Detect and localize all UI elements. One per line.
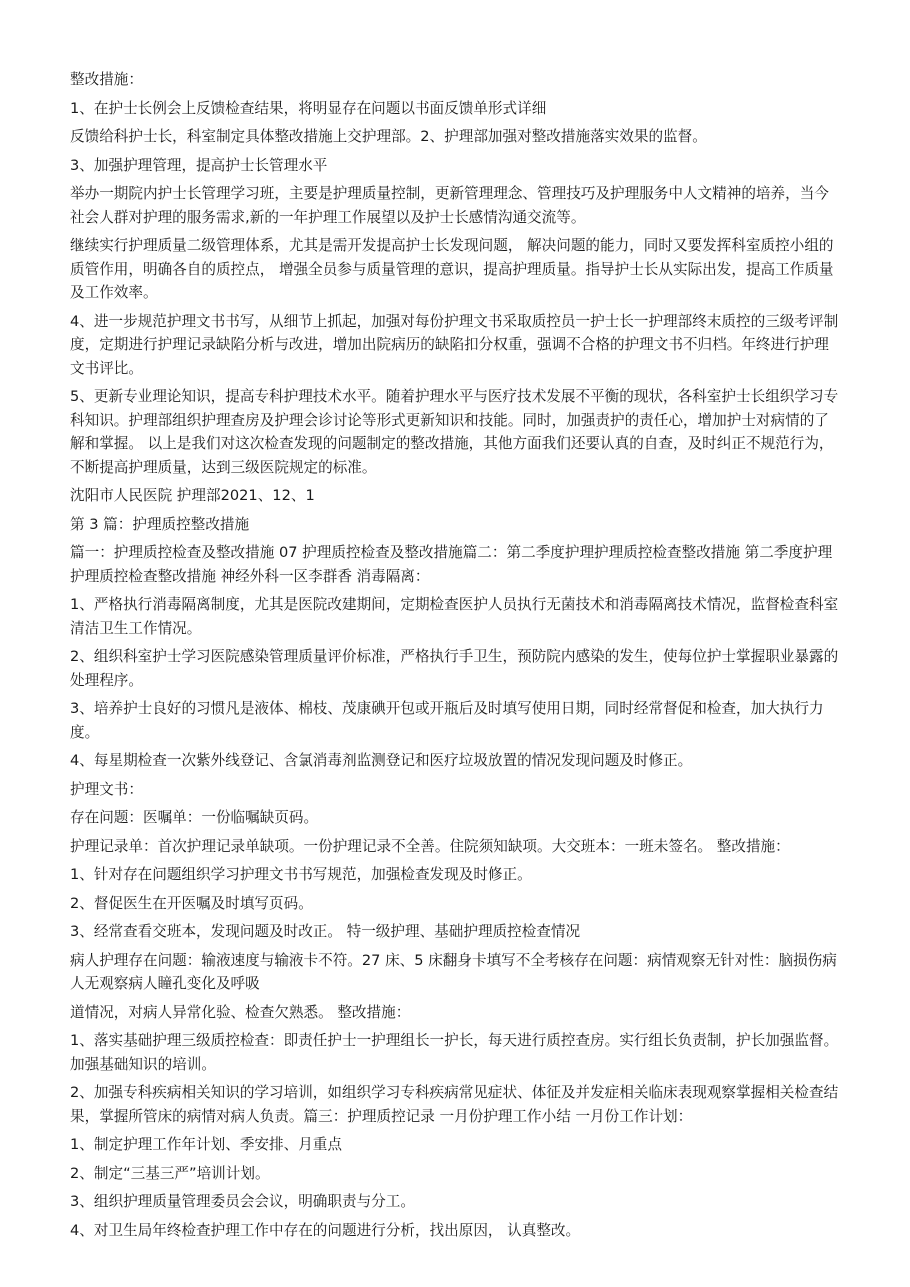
paragraph: 护理文书： — [70, 780, 143, 798]
paragraph: 1、严格执行消毒隔离制度，尤其是医院改建期间，定期检查医护人员执行无菌技术和消毒隔离技术情况，监督检查科室清洁卫生工作情况。 — [70, 596, 839, 637]
paragraph: 5、更新专业理论知识，提高专科护理技术水平。随着护理水平与医疗技术发展不平衡的现状，各科室护士长组织学习专科知识。护理部组织护理查房及护理会诊讨论等形式更新知识和技能。同时，加强责护的责任心，增加护士对病情的了解和掌握。 以上是我们对这次检查发现的问题制定的整改措施，其他方面我们还要认真的自查，及时纠正不规范行为，不断提高护理质量，达到三级医院规定的标准。 — [70, 388, 839, 476]
paragraph: 4、对卫生局年终检查护理工作中存在的问题进行分析，找出原因， 认真整改。 — [70, 1221, 581, 1239]
paragraph: 整改措施： — [70, 71, 143, 88]
paragraph: 2、制定“三基三严”培训计划。 — [70, 1164, 270, 1182]
paragraph: 3、培养护士良好的习惯凡是液体、棉枝、茂康碘开包或开瓶后及时填写使用日期，同时经常督促和检查，加大执行力度。 — [70, 700, 824, 741]
paragraph: 1、针对存在问题组织学习护理文书书写规范，加强检查发现及时修正。 — [70, 866, 532, 883]
section-heading: 第 3 篇：护理质控整改措施 — [70, 515, 250, 533]
paragraph: 2、组织科室护士学习医院感染管理质量评价标准，严格执行手卫生，预防院内感染的发生，使每位护士掌握职业暴露的处理程序。 — [70, 648, 839, 689]
paragraph: 3、经常查看交班本，发现问题及时改正。 特一级护理、基础护理质控检查情况 — [70, 923, 581, 940]
paragraph: 继续实行护理质量二级管理体系，尤其是需开发提高护士长发现问题， 解决问题的能力，同时又要发挥科室质控小组的质管作用，明确各自的质控点， 增强全员参与质量管理的意识，提高护理质量。指导护士长从实际出发，提高工作质量及工作效率。 — [70, 237, 834, 301]
paragraph: 2、加强专科疾病相关知识的学习培训，如组织学习专科疾病常见症状、体征及并发症相关临床表现观察掌握相关检查结果，掌握所管床的病情对病人负责。篇三：护理质控记录 一月份护理工作小结 一月份工作计划： — [70, 1084, 839, 1125]
paragraph: 篇一：护理质控检查及整改措施 07 护理质控检查及整改措施篇二：第二季度护理护理质控检查整改措施 第二季度护理护理质控检查整改措施 神经外科一区李群香 消毒隔离： — [70, 544, 833, 585]
paragraph: 举办一期院内护士长管理学习班，主要是护理质量控制，更新管理理念、管理技巧及护理服务中人文精神的培养，当今社会人群对护理的服务需求,新的一年护理工作展望以及护士长感情沟通交流等。 — [70, 185, 829, 226]
paragraph: 1、在护士长例会上反馈检查结果，将明显存在问题以书面反馈单形式详细 — [70, 99, 547, 117]
paragraph: 道情况，对病人异常化验、检查欠熟悉。 整改措施： — [70, 1003, 411, 1021]
paragraph: 1、落实基础护理三级质控检查：即责任护士一护理组长一护长，每天进行质控查房。实行组长负责制，护长加强监督。加强基础知识的培训。 — [70, 1032, 839, 1073]
paragraph: 存在问题：医嘱单：一份临嘱缺页码。 — [70, 809, 319, 826]
paragraph: 病人护理存在问题：输液速度与输液卡不符。27 床、5 床翻身卡填写不全考核存在问题：病情观察无针对性：脑损伤病人无观察病人瞳孔变化及呼吸 — [70, 951, 837, 992]
paragraph: 2、督促医生在开医嘱及时填写页码。 — [70, 894, 313, 912]
paragraph: 3、加强护理管理，提高护士长管理水平 — [70, 156, 328, 174]
paragraph: 反馈给科护士长，科室制定具体整改措施上交护理部。2、护理部加强对整改措施落实效果的监督。 — [70, 128, 707, 145]
paragraph: 1、制定护理工作年计划、季安排、月重点 — [70, 1136, 342, 1153]
paragraph: 4、每星期检查一次紫外线登记、含氯消毒剂监测登记和医疗垃圾放置的情况发现问题及时修正。 — [70, 752, 693, 769]
paragraph: 3、组织护理质量管理委员会会议，明确职责与分工。 — [70, 1193, 415, 1210]
paragraph: 护理记录单：首次护理记录单缺项。一份护理记录不全善。住院须知缺项。大交班本：一班未签名。 整改措施： — [70, 837, 790, 855]
document-body — [70, 68, 840, 1247]
signature-line: 沈阳市人民医院 护理部2021、12、1 — [70, 487, 315, 504]
paragraph: 4、进一步规范护理文书书写，从细节上抓起，加强对每份护理文书采取质控员一护士长一护理部终末质控的三级考评制度，定期进行护理记录缺陷分析与改进，增加出院病历的缺陷扣分权重，强调不合格的护理文书不归档。年终进行护理文书评比。 — [70, 312, 839, 377]
